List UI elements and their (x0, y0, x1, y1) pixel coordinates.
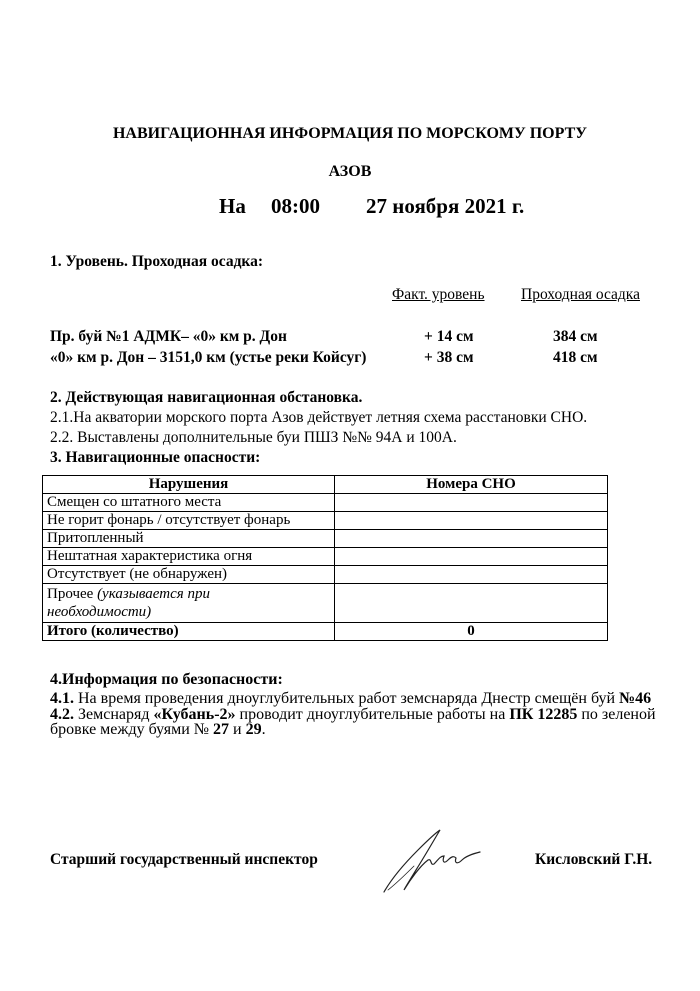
section1-heading: 1. Уровень. Проходная осадка: (50, 253, 264, 270)
violation-value (335, 566, 608, 584)
violation-label: Отсутствует (не обнаружен) (43, 566, 335, 584)
other-label: Прочее (47, 586, 98, 602)
col-fact-level: Факт. уровень (392, 286, 485, 303)
other-note-line2: необходимости) (47, 604, 152, 620)
item2-text: Земснаряд (74, 706, 154, 723)
signatory-position: Старший государственный инспектор (50, 851, 318, 868)
item2-text: и (229, 721, 246, 738)
item2-text: по зеленой (577, 706, 656, 723)
section3-heading: 3. Навигационные опасности: (50, 449, 261, 466)
section2-line2: 2.2. Выставлены дополнительные буи ПШЗ №№ 94А и 100А. (50, 429, 457, 446)
item2-vessel: «Кубань-2» (153, 706, 236, 723)
col-violations: Нарушения (43, 476, 335, 494)
level-row-draft: 384 см (553, 328, 598, 345)
item2-number: 4.2. (50, 706, 74, 723)
item2-text: проводит дноуглубительные работы на (235, 706, 510, 723)
table-row-other (43, 584, 608, 623)
port-name: АЗОВ (328, 163, 372, 180)
level-row-fact: + 38 см (424, 349, 474, 366)
other-value (335, 584, 608, 623)
item2-text: бровке между буями № (50, 721, 214, 738)
section2-line1: 2.1.На акватории морского порта Азов действует летняя схема расстановки СНО. (50, 409, 588, 426)
signatory-name: Кисловский Г.Н. (535, 851, 653, 868)
document-title: НАВИГАЦИОННАЯ ИНФОРМАЦИЯ ПО МОРСКОМУ ПОРТУ (112, 125, 587, 142)
item2-pk: ПК 12285 (509, 706, 578, 723)
total-label: Итого (количество) (43, 623, 335, 641)
report-date: 27 ноября 2021 г. (366, 194, 525, 218)
report-time: 08:00 (271, 194, 320, 218)
total-value: 0 (335, 623, 608, 641)
signature (380, 826, 490, 903)
section2-heading: 2. Действующая навигационная обстановка. (50, 389, 363, 406)
level-row-fact: + 14 см (424, 328, 474, 345)
col-passable-draft: Проходная осадка (521, 286, 640, 303)
level-row-draft: 418 см (553, 349, 598, 366)
level-row-location: Пр. буй №1 АДМК– «0» км р. Дон (50, 328, 287, 345)
violation-value (335, 548, 608, 566)
item1-buoy: №46 (619, 690, 652, 707)
hazards-table (42, 475, 608, 641)
violation-value (335, 512, 608, 530)
item2-buoy1: 27 (213, 721, 230, 738)
item1-text: На время проведения дноуглубительных работ земснаряда Днестр смещён буй (74, 690, 620, 707)
col-sno-numbers: Номера СНО (335, 476, 608, 494)
table-row (43, 548, 608, 566)
table-row (43, 512, 608, 530)
violation-value (335, 530, 608, 548)
violation-label: Притопленный (43, 530, 335, 548)
section4-heading: 4.Информация по безопасности: (50, 671, 283, 688)
other-label-cell (43, 584, 335, 623)
violation-label: Нештатная характеристика огня (43, 548, 335, 566)
safety-item-2-cont (50, 721, 266, 739)
other-note: (указывается при (97, 586, 210, 602)
item2-buoy2: 29 (245, 721, 262, 738)
table-row (43, 530, 608, 548)
table-header-row (43, 476, 608, 494)
violation-value (335, 494, 608, 512)
violation-label: Не горит фонарь / отсутствует фонарь (43, 512, 335, 530)
level-row-location: «0» км р. Дон – 3151,0 км (устье реки Койсуг) (50, 349, 367, 366)
item2-text: . (261, 721, 266, 738)
violation-label: Смещен со штатного места (43, 494, 335, 512)
item1-number: 4.1. (50, 690, 74, 707)
table-row (43, 494, 608, 512)
table-total-row (43, 623, 608, 641)
table-row (43, 566, 608, 584)
on-label: На (219, 194, 246, 218)
